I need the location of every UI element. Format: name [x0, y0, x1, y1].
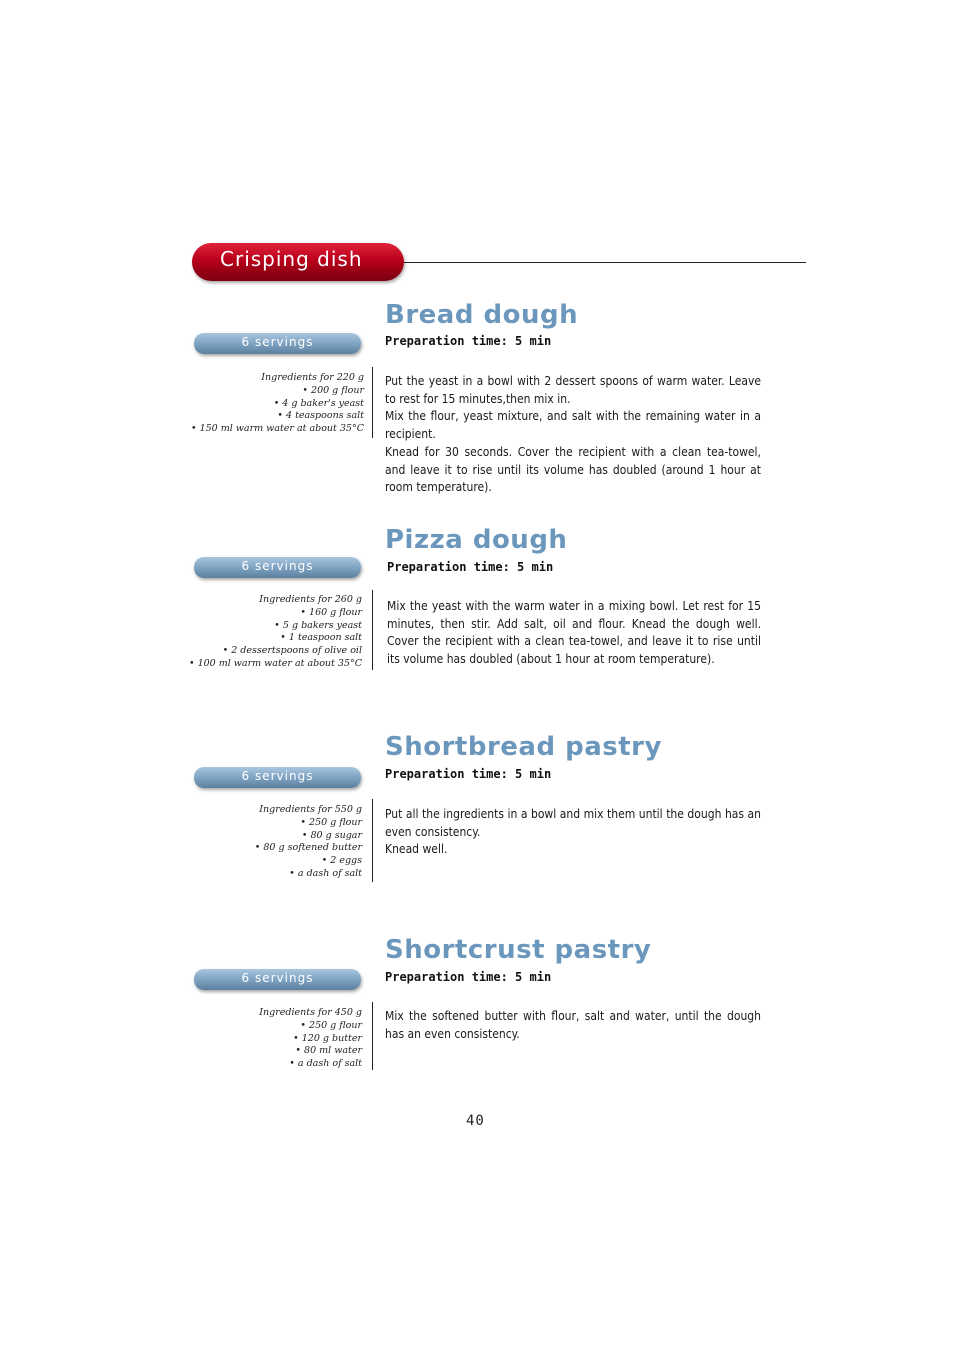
ingredient-item: • 250 g flour — [300, 1019, 362, 1031]
ingredient-item: • 80 g softened butter — [254, 842, 362, 854]
ingredients-heading: Ingredients for 450 g — [259, 1007, 362, 1018]
ingredients-list — [189, 594, 362, 671]
recipe-instructions — [385, 806, 761, 859]
ingredient-item: • 5 g bakers yeast — [274, 619, 362, 631]
ingredients-heading: Ingredients for 550 g — [259, 804, 362, 815]
instruction-paragraph: Knead well. — [385, 842, 448, 857]
servings-badge — [194, 969, 361, 990]
ingredient-item: • 200 g flour — [302, 384, 364, 396]
instruction-paragraph: Put the yeast in a bowl with 2 dessert spoons of warm water. Leave to rest for 15 minutes,then mix in. — [385, 374, 761, 406]
section-title: Crisping dish — [220, 247, 363, 271]
servings-label: 6 servings — [241, 971, 314, 985]
ingredient-item: • 160 g flour — [300, 606, 362, 618]
ingredients-divider — [372, 1002, 373, 1070]
servings-label: 6 servings — [241, 335, 314, 349]
ingredient-item: • 80 g sugar — [301, 829, 362, 841]
instruction-paragraph: Knead for 30 seconds. Cover the recipient with a clean tea-towel, and leave it to rise until its volume has doubled (around 1 hour at room temperature). — [385, 444, 761, 495]
recipe-instructions — [385, 373, 761, 497]
ingredients-list — [255, 804, 362, 881]
ingredients-list — [259, 1007, 362, 1071]
recipe-title: Pizza dough — [385, 525, 568, 555]
instruction-paragraph: Mix the softened butter with flour, salt and water, until the dough has an even consistency. — [385, 1009, 761, 1041]
servings-badge — [194, 767, 361, 788]
recipe-title: Bread dough — [385, 300, 579, 330]
ingredient-item: • a dash of salt — [289, 1058, 362, 1070]
instruction-paragraph: Mix the yeast with the warm water in a mixing bowl. Let rest for 15 minutes, then stir. Add salt, oil and flour. Knead the dough well. Cover the recipient with a clean tea-towel, and leave it to rise until its volume has doubled (about 1 hour at room temperature). — [387, 599, 761, 667]
servings-badge — [194, 557, 361, 578]
ingredient-item: • 100 ml warm water at about 35°C — [188, 657, 362, 669]
recipe-instructions — [387, 598, 761, 669]
recipe-instructions — [385, 1008, 761, 1043]
instruction-paragraph: Put all the ingredients in a bowl and mix them until the dough has an even consistency. — [385, 807, 761, 839]
servings-label: 6 servings — [241, 769, 314, 783]
ingredients-divider — [372, 799, 373, 882]
preparation-time: Preparation time: 5 min — [385, 767, 552, 781]
ingredients-divider — [372, 367, 373, 438]
ingredients-list — [191, 372, 364, 436]
preparation-time: Preparation time: 5 min — [385, 970, 552, 984]
ingredient-item: • 2 dessertspoons of olive oil — [222, 645, 362, 657]
ingredient-item: • 1 teaspoon salt — [280, 632, 362, 644]
ingredient-item: • 4 g baker's yeast — [273, 397, 364, 409]
instruction-paragraph: Mix the flour, yeast mixture, and salt with the remaining water in a recipient. — [385, 409, 761, 442]
page-number: 40 — [466, 1113, 485, 1129]
ingredient-item: • a dash of salt — [289, 867, 362, 879]
ingredients-heading: Ingredients for 220 g — [261, 372, 364, 383]
recipe-title: Shortbread pastry — [385, 732, 662, 762]
section-divider — [404, 262, 806, 263]
ingredient-item: • 2 eggs — [321, 855, 362, 867]
ingredients-divider — [372, 590, 373, 670]
servings-badge — [194, 333, 361, 354]
ingredient-item: • 120 g butter — [293, 1032, 362, 1044]
ingredient-item: • 80 ml water — [295, 1045, 362, 1057]
recipe-title: Shortcrust pastry — [385, 935, 652, 965]
ingredients-heading: Ingredients for 260 g — [259, 594, 362, 605]
preparation-time: Preparation time: 5 min — [385, 334, 552, 348]
ingredient-item: • 4 teaspoons salt — [277, 410, 364, 422]
servings-label: 6 servings — [241, 559, 314, 573]
ingredient-item: • 150 ml warm water at about 35°C — [190, 423, 364, 435]
section-header-pill — [192, 243, 404, 281]
ingredient-item: • 250 g flour — [300, 816, 362, 828]
preparation-time: Preparation time: 5 min — [387, 560, 554, 574]
